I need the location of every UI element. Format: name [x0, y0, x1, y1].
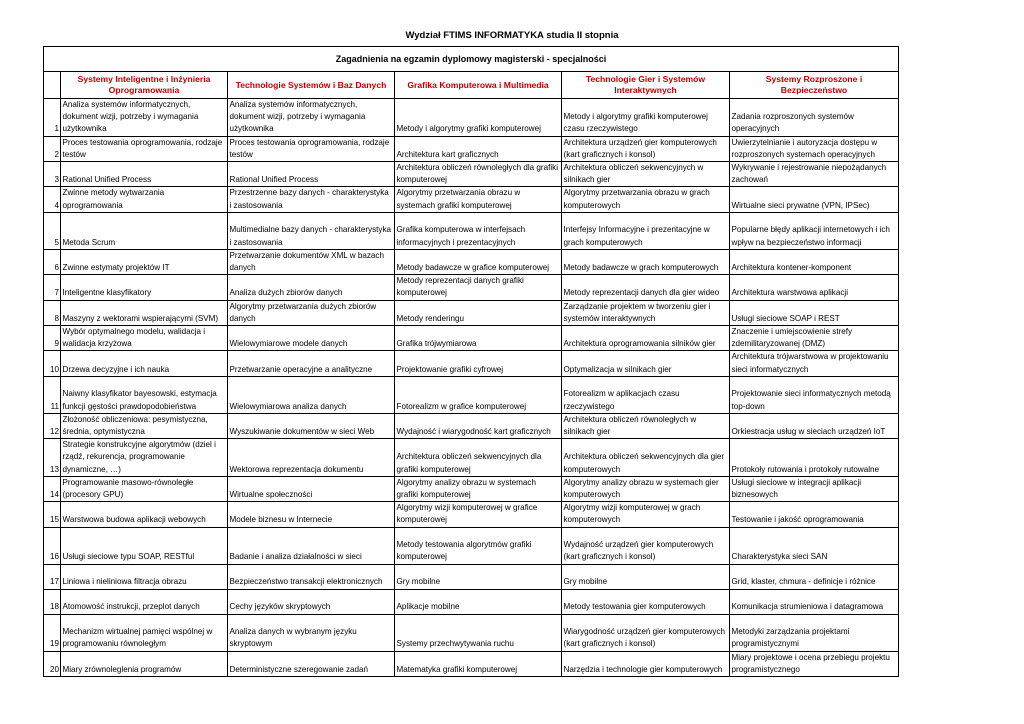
- table-cell: Wirtualne społeczności: [228, 476, 395, 501]
- table-cell: Architektura kontener-komponent: [730, 249, 899, 274]
- table-row: [44, 589, 899, 614]
- table-cell: Zarządzanie projektem w tworzeniu gier i systemów interaktywnych: [562, 300, 730, 325]
- table-cell: Strategie konstrukcyjne algorytmów (dziel i rządź, rekurencja, programowanie dynamiczne, …): [61, 439, 228, 477]
- row-number: 3: [44, 162, 61, 187]
- table-cell: Architektura obliczeń sekwencyjnych dla grafiki komputerowej: [395, 439, 562, 477]
- row-number: 5: [44, 212, 61, 249]
- table-cell: Metody testowania algorytmów grafiki komputerowej: [395, 527, 562, 564]
- table-cell: Architektura urządzeń gier komputerowych (kart graficznych i konsol): [562, 136, 730, 161]
- table-cell: Wirtualne sieci prywatne (VPN, IPSec): [730, 187, 899, 212]
- row-number: 19: [44, 614, 61, 651]
- table-cell: Wiarygodność urządzeń gier komputerowych (kart graficznych i konsol): [562, 614, 730, 651]
- table-row: [44, 476, 899, 501]
- row-number: 17: [44, 564, 61, 589]
- table-cell: Zwinne metody wytwarzania oprogramowania: [61, 187, 228, 212]
- row-number: 6: [44, 249, 61, 274]
- table-cell: Fotorealizm w aplikacjach czasu rzeczywistego: [562, 376, 730, 413]
- table-cell: Narzędzia i technologie gier komputerowych: [562, 651, 730, 676]
- table-cell: Architektura obliczeń sekwencyjnych dla gier komputerowych: [562, 439, 730, 477]
- table-cell: Liniowa i nieliniowa filtracja obrazu: [61, 564, 228, 589]
- table-cell: Popularne błędy aplikacji internetowych i ich wpływ na bezpieczeństwo informacji: [730, 212, 899, 249]
- table-cell: Architektura warstwowa aplikacji: [730, 275, 899, 300]
- table-cell: Algorytmy przetwarzania dużych zbiorów danych: [228, 300, 395, 325]
- row-number: 12: [44, 413, 61, 438]
- table-cell: Atomowość instrukcji, przeplot danych: [61, 589, 228, 614]
- table-cell: Usługi sieciowe typu SOAP, RESTful: [61, 527, 228, 564]
- table-cell: Mechanizm wirtualnej pamięci wspólnej w programowaniu równoległym: [61, 614, 228, 651]
- table-cell: Analiza danych w wybranym języku skryptowym: [228, 614, 395, 651]
- table-cell: Metodyki zarządzania projektami programistycznymi: [730, 614, 899, 651]
- table-row: [44, 564, 899, 589]
- table-cell: Aplikacje mobilne: [395, 589, 562, 614]
- table-row: [44, 99, 899, 137]
- table-cell: Cechy języków skryptowych: [228, 589, 395, 614]
- table-cell: Interfejsy Informacyjne i prezentacyjne w grach komputerowych: [562, 212, 730, 249]
- table-cell: Maszyny z wektorami wspierającymi (SVM): [61, 300, 228, 325]
- header-row: [44, 72, 899, 99]
- row-number: 2: [44, 136, 61, 161]
- table-cell: Wektorowa reprezentacja dokumentu: [228, 439, 395, 477]
- table-cell: Wykrywanie i rejestrowanie niepożądanych zachowań: [730, 162, 899, 187]
- table-cell: Bezpieczeństwo transakcji elektronicznych: [228, 564, 395, 589]
- table-cell: Analiza systemów informatycznych, dokument wizji, potrzeby i wymagania użytkownika: [61, 99, 228, 137]
- table-row: [44, 527, 899, 564]
- table-row: [44, 275, 899, 300]
- table-cell: Miary zrównoleglenia programów: [61, 651, 228, 676]
- table-cell: Projektowanie sieci informatycznych metodą top-down: [730, 376, 899, 413]
- table-cell: Proces testowania oprogramowania, rodzaje testów: [228, 136, 395, 161]
- table-cell: Rational Unified Process: [228, 162, 395, 187]
- table-cell: Systemy przechwytywania ruchu: [395, 614, 562, 651]
- table-row: [44, 376, 899, 413]
- table-cell: Wybór optymalnego modelu, walidacja i walidacja krzyżowa: [61, 326, 228, 351]
- table-cell: Metody badawcze w grach komputerowych: [562, 249, 730, 274]
- table-cell: Metody badawcze w grafice komputerowej: [395, 249, 562, 274]
- table-cell: Znaczenie i umiejscowienie strefy zdemilitaryzowanej (DMZ): [730, 326, 899, 351]
- table-cell: Proces testowania oprogramowania, rodzaje testów: [61, 136, 228, 161]
- table-cell: Wyszukiwanie dokumentów w sieci Web: [228, 413, 395, 438]
- table-cell: Wielowymiarowe modele danych: [228, 326, 395, 351]
- table-cell: Multimedialne bazy danych - charakterystyka i zastosowania: [228, 212, 395, 249]
- column-header: Systemy Inteligentne i Inżynieria Oprogramowania: [61, 72, 228, 99]
- table-cell: Gry mobilne: [562, 564, 730, 589]
- row-number: 4: [44, 187, 61, 212]
- table-cell: Złożoność obliczeniowa: pesymistyczna, średnia, optymistyczna: [61, 413, 228, 438]
- table-cell: Optymalizacja w silnikach gier: [562, 351, 730, 376]
- table-cell: Algorytmy przetwarzania obrazu w grach komputerowych: [562, 187, 730, 212]
- table-cell: Metody reprezentacji danych dla gier wideo: [562, 275, 730, 300]
- table-cell: Modele biznesu w Internecie: [228, 502, 395, 527]
- table-cell: Analiza systemów informatycznych, dokument wizji, potrzeby i wymagania użytkownika: [228, 99, 395, 137]
- table-row: [44, 136, 899, 161]
- table-cell: Zadania rozproszonych systemów operacyjnych: [730, 99, 899, 137]
- column-header: Technologie Systemów i Baz Danych: [228, 72, 395, 99]
- table-cell: Projektowanie grafiki cyfrowej: [395, 351, 562, 376]
- table-cell: Drzewa decyzyjne i ich nauka: [61, 351, 228, 376]
- table-cell: Fotorealizm w grafice komputerowej: [395, 376, 562, 413]
- column-header: Grafika Komputerowa i Multimedia: [395, 72, 562, 99]
- table-cell: Algorytmy analizy obrazu w systemach grafiki komputerowej: [395, 476, 562, 501]
- table-cell: Metoda Scrum: [61, 212, 228, 249]
- table-cell: Algorytmy wizji komputerowej w grafice komputerowej: [395, 502, 562, 527]
- table-cell: Matematyka grafiki komputerowej: [395, 651, 562, 676]
- table-cell: Algorytmy wizji komputerowej w grach komputerowych: [562, 502, 730, 527]
- table-cell: Architektura obliczeń równoległych w silnikach gier: [562, 413, 730, 438]
- table-cell: Algorytmy analizy obrazu w systemach gier komputerowych: [562, 476, 730, 501]
- table-cell: Metody testowania gier komputerowych: [562, 589, 730, 614]
- table-cell: Programowanie masowo-równoległe (procesory GPU): [61, 476, 228, 501]
- table-row: [44, 439, 899, 477]
- table-cell: Przetwarzanie dokumentów XML w bazach danych: [228, 249, 395, 274]
- table-cell: Usługi sieciowe SOAP i REST: [730, 300, 899, 325]
- row-number: 9: [44, 326, 61, 351]
- page-title: Wydział FTIMS INFORMATYKA studia II stopnia: [405, 30, 619, 41]
- row-number: 14: [44, 476, 61, 501]
- table-cell: Gry mobilne: [395, 564, 562, 589]
- header-number-cell: [44, 72, 61, 99]
- column-header: Technologie Gier i Systemów Interaktywnych: [562, 72, 730, 99]
- table-cell: Grid, klaster, chmura - definicje i różnice: [730, 564, 899, 589]
- table-cell: Architektura obliczeń sekwencyjnych w silnikach gier: [562, 162, 730, 187]
- row-number: 7: [44, 275, 61, 300]
- table-cell: Architektura kart graficznych: [395, 136, 562, 161]
- table-cell: Metody reprezentacji danych grafiki komputerowej: [395, 275, 562, 300]
- row-number: 11: [44, 376, 61, 413]
- row-number: 20: [44, 651, 61, 676]
- table-cell: Usługi sieciowe w integracji aplikacji biznesowych: [730, 476, 899, 501]
- table-cell: Charakterystyka sieci SAN: [730, 527, 899, 564]
- row-number: 15: [44, 502, 61, 527]
- table-cell: Grafika komputerowa w interfejsach informacyjnych i prezentacyjnych: [395, 212, 562, 249]
- table-row: [44, 300, 899, 325]
- table-cell: Przetwarzanie operacyjne a analityczne: [228, 351, 395, 376]
- column-header: Systemy Rozproszone i Bezpieczeństwo: [730, 72, 899, 99]
- row-number: 13: [44, 439, 61, 477]
- table-row: [44, 413, 899, 438]
- table-cell: Uwierzytelnianie i autoryzacja dostępu w rozproszonych systemach operacyjnych: [730, 136, 899, 161]
- table-cell: Rational Unified Process: [61, 162, 228, 187]
- table-cell: Testowanie i jakość oprogramowania: [730, 502, 899, 527]
- subtitle-row: [44, 47, 899, 72]
- table-cell: Miary projektowe i ocena przebiegu projektu programistycznego: [730, 651, 899, 676]
- table-cell: Komunikacja strumieniowa i datagramowa: [730, 589, 899, 614]
- table-cell: Metody renderingu: [395, 300, 562, 325]
- table-cell: Inteligentne klasyfikatory: [61, 275, 228, 300]
- table-cell: Analiza dużych zbiorów danych: [228, 275, 395, 300]
- table-subtitle: Zagadnienia na egzamin dyplomowy magisterski - specjalności: [44, 47, 899, 72]
- row-number: 8: [44, 300, 61, 325]
- table-cell: Architektura obliczeń równoległych dla grafiki komputerowej: [395, 162, 562, 187]
- table-row: [44, 162, 899, 187]
- table-row: [44, 326, 899, 351]
- table-cell: Orkiestracja usług w sieciach urządzeń IoT: [730, 413, 899, 438]
- table-row: [44, 614, 899, 651]
- row-number: 10: [44, 351, 61, 376]
- table-cell: Metody i algorytmy grafiki komputerowej czasu rzeczywistego: [562, 99, 730, 137]
- row-number: 18: [44, 589, 61, 614]
- table-cell: Architektura trójwarstwowa w projektowaniu sieci informatycznych: [730, 351, 899, 376]
- table-row: [44, 249, 899, 274]
- table-cell: Protokoły rutowania i protokoły rutowalne: [730, 439, 899, 477]
- table-row: [44, 502, 899, 527]
- table-cell: Zwinne estymaty projektów IT: [61, 249, 228, 274]
- table-cell: Deterministyczne szeregowanie zadań: [228, 651, 395, 676]
- table-row: [44, 187, 899, 212]
- table-row: [44, 212, 899, 249]
- topics-table: [43, 46, 899, 677]
- table-cell: Przestrzenne bazy danych - charakterystyka i zastosowania: [228, 187, 395, 212]
- table-cell: Metody i algorytmy grafiki komputerowej: [395, 99, 562, 137]
- table-cell: Wielowymiarowa analiza danych: [228, 376, 395, 413]
- table-cell: Badanie i analiza działalności w sieci: [228, 527, 395, 564]
- row-number: 1: [44, 99, 61, 137]
- table-cell: Naiwny klasyfikator bayesowski, estymacja funkcji gęstości prawdopodobieństwa: [61, 376, 228, 413]
- table-row: [44, 651, 899, 676]
- table-cell: Grafika trójwymiarowa: [395, 326, 562, 351]
- table-cell: Warstwowa budowa aplikacji webowych: [61, 502, 228, 527]
- row-number: 16: [44, 527, 61, 564]
- table-cell: Wydajność urządzeń gier komputerowych (kart graficznych i konsol): [562, 527, 730, 564]
- table-cell: Algorytmy przetwarzania obrazu w systemach grafiki komputerowej: [395, 187, 562, 212]
- table-cell: Architektura oprogramowania silników gier: [562, 326, 730, 351]
- table-row: [44, 351, 899, 376]
- table-cell: Wydajność i wiarygodność kart graficznych: [395, 413, 562, 438]
